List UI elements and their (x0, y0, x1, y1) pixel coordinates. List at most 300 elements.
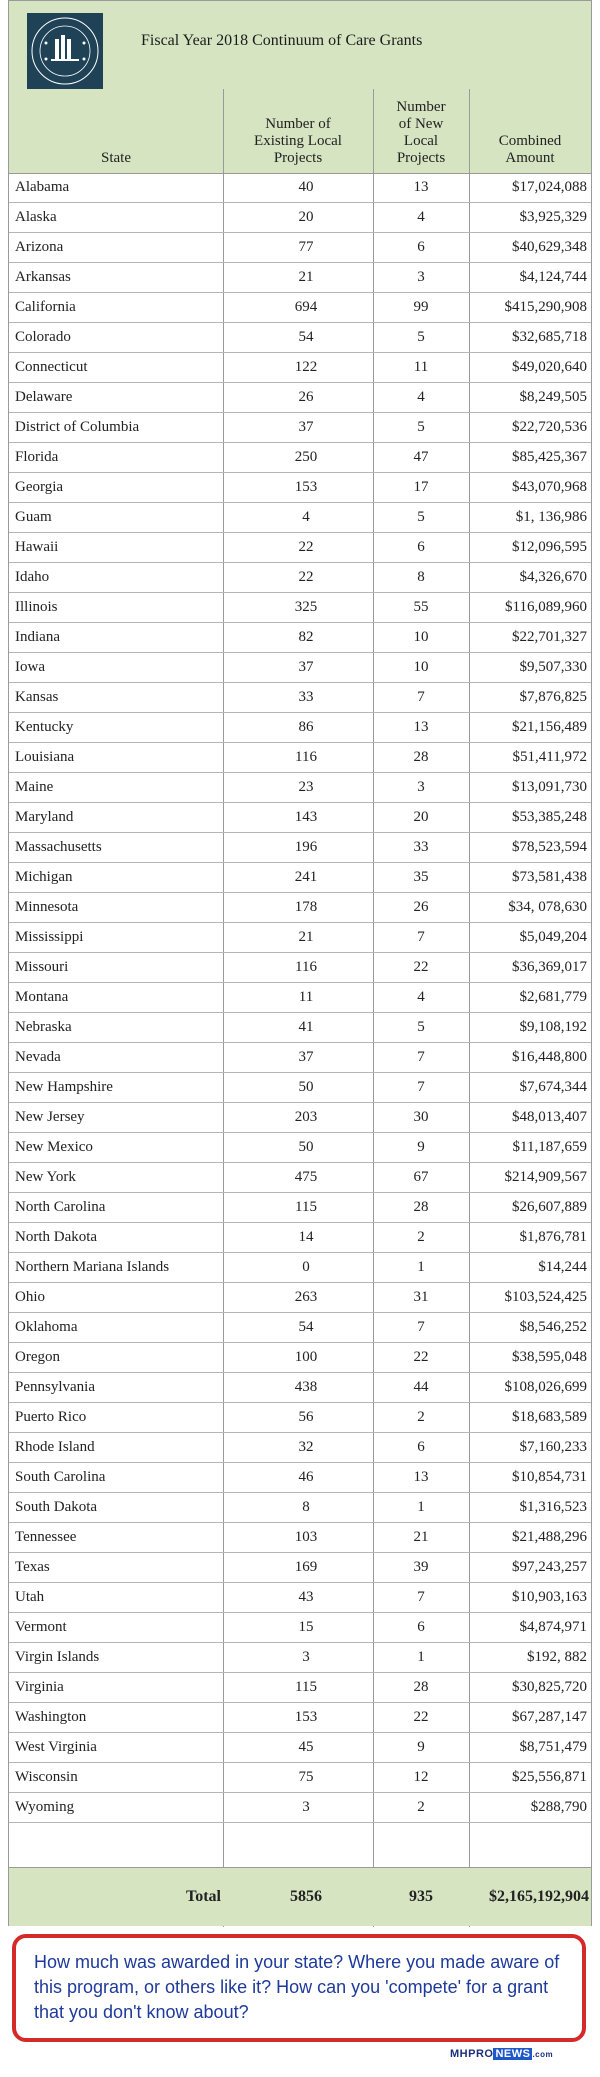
state-cell: North Dakota (15, 1229, 98, 1245)
header-new-line-1: Number (396, 99, 446, 115)
existing-cell: 22 (298, 569, 314, 585)
new-cell: 30 (413, 1109, 429, 1125)
amount-cell: $4,124,744 (519, 269, 587, 285)
amount-cell: $67,287,147 (512, 1709, 587, 1725)
existing-cell: 116 (295, 959, 317, 975)
total-new: 935 (409, 1888, 433, 1905)
amount-cell: $5,049,204 (519, 929, 587, 945)
title-bar (9, 1, 591, 90)
state-cell: Georgia (15, 479, 64, 495)
existing-cell: 21 (298, 269, 314, 285)
state-cell: New York (15, 1169, 76, 1185)
amount-cell: $43,070,968 (512, 479, 587, 495)
existing-cell: 37 (298, 659, 314, 675)
existing-cell: 56 (298, 1409, 314, 1425)
amount-cell: $51,411,972 (512, 749, 587, 765)
existing-cell: 115 (295, 1679, 317, 1695)
amount-cell: $53,385,248 (512, 809, 587, 825)
new-cell: 28 (413, 1679, 429, 1695)
total-row (9, 1867, 591, 1926)
amount-cell: $12,096,595 (512, 539, 587, 555)
state-cell: Pennsylvania (15, 1379, 95, 1395)
new-cell: 1 (417, 1499, 425, 1515)
header-existing-line-2: Existing Local (254, 133, 342, 149)
header-amount-line-2: Amount (505, 150, 555, 166)
table-row (9, 1643, 591, 1673)
header-existing-line-1: Number of (265, 116, 331, 132)
new-cell: 5 (417, 1019, 425, 1035)
state-cell: Maine (15, 779, 54, 795)
table-row (9, 1403, 591, 1433)
amount-cell: $34, 078,630 (508, 899, 587, 915)
new-cell: 7 (417, 929, 425, 945)
existing-cell: 86 (298, 719, 314, 735)
table-row (9, 1433, 591, 1463)
amount-cell: $103,524,425 (504, 1289, 587, 1305)
table-row (9, 233, 591, 263)
table-row (9, 1613, 591, 1643)
existing-cell: 250 (294, 449, 318, 465)
amount-cell: $8,751,479 (519, 1739, 587, 1755)
amount-cell: $214,909,567 (504, 1169, 587, 1185)
table-row (9, 293, 591, 323)
total-amount: $2,165,192,904 (489, 1888, 589, 1905)
state-cell: Montana (15, 989, 69, 1005)
table-row (9, 773, 591, 803)
existing-cell: 26 (298, 389, 314, 405)
amount-cell: $22,701,327 (512, 629, 587, 645)
amount-cell: $21,156,489 (512, 719, 587, 735)
table-row (9, 1283, 591, 1313)
existing-cell: 37 (298, 1049, 314, 1065)
amount-cell: $25,556,871 (512, 1769, 587, 1785)
existing-cell: 4 (302, 509, 310, 525)
header-existing-line-3: Projects (273, 150, 323, 166)
table-row (9, 1133, 591, 1163)
existing-cell: 22 (298, 539, 314, 555)
existing-cell: 116 (295, 749, 317, 765)
total-label: Total (186, 1888, 221, 1905)
table-row (9, 1733, 591, 1763)
state-cell: Tennessee (15, 1529, 77, 1545)
amount-cell: $108,026,699 (504, 1379, 587, 1395)
new-cell: 11 (413, 359, 429, 375)
amount-cell: $1,316,523 (519, 1499, 587, 1515)
table-row (9, 1763, 591, 1793)
state-cell: Ohio (15, 1289, 45, 1305)
table-row (9, 383, 591, 413)
amount-cell: $415,290,908 (504, 299, 587, 315)
amount-cell: $2,681,779 (519, 989, 587, 1005)
state-cell: Louisiana (15, 749, 75, 765)
table-row (9, 803, 591, 833)
existing-cell: 20 (298, 209, 314, 225)
existing-cell: 23 (298, 779, 314, 795)
new-cell: 8 (417, 569, 425, 585)
existing-cell: 3 (302, 1649, 310, 1665)
amount-cell: $9,507,330 (519, 659, 587, 675)
table-row (9, 623, 591, 653)
grants-table (8, 0, 592, 1926)
amount-cell: $13,091,730 (512, 779, 587, 795)
table-row (9, 683, 591, 713)
amount-cell: $38,595,048 (512, 1349, 587, 1365)
new-cell: 5 (417, 329, 425, 345)
new-cell: 21 (413, 1529, 429, 1545)
table-row (9, 1673, 591, 1703)
state-cell: New Jersey (15, 1109, 85, 1125)
state-cell: North Carolina (15, 1199, 106, 1215)
state-cell: Alabama (15, 179, 70, 195)
existing-cell: 43 (298, 1589, 314, 1605)
table-row (9, 983, 591, 1013)
new-cell: 7 (417, 1049, 425, 1065)
table-row (9, 1313, 591, 1343)
amount-cell: $192, 882 (527, 1649, 587, 1665)
existing-cell: 143 (294, 809, 318, 825)
new-cell: 6 (417, 239, 425, 255)
state-cell: Northern Mariana Islands (15, 1259, 170, 1275)
table-row (9, 1013, 591, 1043)
state-cell: Puerto Rico (15, 1409, 87, 1425)
amount-cell: $17,024,088 (512, 179, 587, 195)
state-cell: Wyoming (15, 1799, 75, 1815)
state-cell: Kentucky (15, 719, 74, 735)
table-row (9, 1193, 591, 1223)
table-row (9, 1523, 591, 1553)
amount-cell: $85,425,367 (512, 449, 587, 465)
state-cell: Colorado (15, 329, 71, 345)
new-cell: 2 (417, 1409, 425, 1425)
existing-cell: 325 (294, 599, 318, 615)
new-cell: 4 (417, 989, 425, 1005)
table-row (9, 743, 591, 773)
header-new-line-3: Local (403, 133, 439, 149)
amount-cell: $4,326,670 (519, 569, 587, 585)
new-cell: 13 (413, 719, 429, 735)
existing-cell: 475 (294, 1169, 318, 1185)
table-row (9, 473, 591, 503)
state-cell: Wisconsin (15, 1769, 78, 1785)
existing-cell: 37 (298, 419, 314, 435)
table-row (9, 893, 591, 923)
new-cell: 55 (413, 599, 429, 615)
callout-text: How much was awarded in your state? Where you made aware of this program, or others like it? How can you 'compete' for a grant that you don't know about? (34, 1952, 560, 2022)
amount-cell: $1, 136,986 (515, 509, 587, 525)
new-cell: 44 (413, 1379, 429, 1395)
hud-seal-logo (27, 13, 103, 89)
table-row (9, 1703, 591, 1733)
table-row (9, 503, 591, 533)
header-state: State (101, 150, 131, 166)
header-amount (469, 89, 591, 173)
table-row (9, 413, 591, 443)
total-existing: 5856 (290, 1888, 322, 1905)
state-cell: Utah (15, 1589, 45, 1605)
new-cell: 5 (417, 419, 425, 435)
existing-cell: 178 (294, 899, 318, 915)
header-amount-line-1: Combined (498, 133, 562, 149)
amount-cell: $18,683,589 (512, 1409, 587, 1425)
amount-cell: $7,160,233 (519, 1439, 587, 1455)
existing-cell: 40 (298, 179, 314, 195)
new-cell: 1 (417, 1259, 425, 1275)
amount-cell: $26,607,889 (512, 1199, 587, 1215)
state-cell: Kansas (15, 689, 59, 705)
table-row (9, 593, 591, 623)
new-cell: 39 (413, 1559, 429, 1575)
existing-cell: 169 (294, 1559, 318, 1575)
state-cell: South Carolina (15, 1469, 106, 1485)
state-cell: Illinois (15, 599, 58, 615)
existing-cell: 203 (294, 1109, 318, 1125)
header-new-line-2: of New (398, 116, 444, 132)
existing-cell: 50 (298, 1139, 314, 1155)
new-cell: 4 (417, 209, 425, 225)
table-row (9, 923, 591, 953)
new-cell: 5 (417, 509, 425, 525)
amount-cell: $116,089,960 (505, 599, 587, 615)
new-cell: 26 (413, 899, 429, 915)
table-row (9, 443, 591, 473)
amount-cell: $30,825,720 (512, 1679, 587, 1695)
existing-cell: 46 (298, 1469, 314, 1485)
state-cell: Virginia (15, 1679, 64, 1695)
header-existing (223, 89, 373, 173)
state-cell: Maryland (15, 809, 74, 825)
amount-cell: $49,020,640 (512, 359, 587, 375)
state-cell: Arizona (15, 239, 64, 255)
existing-cell: 241 (294, 869, 318, 885)
state-cell: Oklahoma (15, 1319, 78, 1335)
state-cell: Mississippi (15, 929, 84, 945)
amount-cell: $8,546,252 (519, 1319, 587, 1335)
header-new (373, 89, 469, 173)
table-row (9, 1343, 591, 1373)
new-cell: 28 (413, 1199, 429, 1215)
state-cell: Texas (15, 1559, 50, 1575)
amount-cell: $8,249,505 (519, 389, 587, 405)
callout-box (12, 1934, 586, 2042)
state-cell: Virgin Islands (15, 1649, 100, 1665)
existing-cell: 41 (298, 1019, 314, 1035)
table-row (9, 953, 591, 983)
state-cell: Massachusetts (15, 839, 102, 855)
new-cell: 7 (417, 1589, 425, 1605)
table-row (9, 863, 591, 893)
new-cell: 6 (417, 539, 425, 555)
amount-cell: $7,674,344 (519, 1079, 587, 1095)
new-cell: 7 (417, 689, 425, 705)
brand-footer (440, 2042, 590, 2074)
header-new-line-4: Projects (396, 150, 446, 166)
existing-cell: 82 (298, 629, 314, 645)
existing-cell: 54 (298, 1319, 314, 1335)
existing-cell: 77 (298, 239, 314, 255)
state-cell: Alaska (15, 209, 57, 225)
table-row (9, 713, 591, 743)
new-cell: 17 (413, 479, 429, 495)
state-cell: California (15, 299, 76, 315)
mhpronews-logo: MHPRO NEWS .com (450, 2048, 554, 2060)
new-cell: 6 (417, 1439, 425, 1455)
new-cell: 3 (417, 779, 425, 795)
state-cell: Guam (15, 509, 52, 525)
new-cell: 10 (413, 629, 429, 645)
new-cell: 12 (413, 1769, 429, 1785)
existing-cell: 263 (294, 1289, 318, 1305)
state-cell: Iowa (15, 659, 45, 675)
new-cell: 22 (413, 1709, 429, 1725)
new-cell: 2 (417, 1229, 425, 1245)
existing-cell: 694 (294, 299, 318, 315)
table-row (9, 563, 591, 593)
new-cell: 13 (413, 179, 429, 195)
existing-cell: 3 (302, 1799, 310, 1815)
table-header (9, 89, 591, 174)
table-row (9, 1043, 591, 1073)
hud-seal-icon (27, 13, 103, 89)
table-row (9, 533, 591, 563)
new-cell: 13 (413, 1469, 429, 1485)
existing-cell: 196 (294, 839, 318, 855)
table-row (9, 1583, 591, 1613)
state-cell: Delaware (15, 389, 73, 405)
amount-cell: $14,244 (538, 1259, 587, 1275)
state-cell: Minnesota (15, 899, 79, 915)
amount-cell: $16,448,800 (512, 1049, 587, 1065)
amount-cell: $288,790 (530, 1799, 587, 1815)
new-cell: 47 (413, 449, 429, 465)
existing-cell: 21 (298, 929, 314, 945)
existing-cell: 153 (294, 1709, 318, 1725)
new-cell: 7 (417, 1319, 425, 1335)
state-cell: Nevada (15, 1049, 61, 1065)
table-row (9, 1163, 591, 1193)
state-cell: Idaho (15, 569, 50, 585)
state-cell: Oregon (15, 1349, 60, 1365)
new-cell: 35 (413, 869, 429, 885)
table-row (9, 353, 591, 383)
state-cell: Rhode Island (15, 1439, 95, 1455)
table-row (9, 1103, 591, 1133)
amount-cell: $9,108,192 (519, 1019, 587, 1035)
new-cell: 9 (417, 1739, 425, 1755)
state-cell: New Hampshire (15, 1079, 113, 1095)
amount-cell: $78,523,594 (512, 839, 587, 855)
table-row (9, 173, 591, 203)
new-cell: 4 (417, 389, 425, 405)
new-cell: 6 (417, 1619, 425, 1635)
existing-cell: 75 (298, 1769, 314, 1785)
amount-cell: $3,925,329 (519, 209, 587, 225)
new-cell: 67 (413, 1169, 429, 1185)
state-cell: Hawaii (15, 539, 59, 555)
amount-cell: $10,854,731 (512, 1469, 587, 1485)
amount-cell: $11,187,659 (512, 1139, 587, 1155)
state-cell: West Virginia (15, 1739, 97, 1755)
state-cell: Florida (15, 449, 59, 465)
existing-cell: 0 (302, 1259, 310, 1275)
page-title: Fiscal Year 2018 Continuum of Care Grants (141, 32, 423, 49)
table-row (9, 1373, 591, 1403)
existing-cell: 103 (294, 1529, 318, 1545)
state-cell: South Dakota (15, 1499, 98, 1515)
new-cell: 1 (417, 1649, 425, 1665)
state-cell: New Mexico (15, 1139, 93, 1155)
existing-cell: 14 (298, 1229, 314, 1245)
existing-cell: 15 (298, 1619, 314, 1635)
existing-cell: 33 (298, 689, 314, 705)
existing-cell: 153 (294, 479, 318, 495)
existing-cell: 11 (298, 989, 314, 1005)
new-cell: 3 (417, 269, 425, 285)
table-row (9, 1223, 591, 1253)
state-cell: Nebraska (15, 1019, 72, 1035)
amount-cell: $32,685,718 (512, 329, 587, 345)
amount-cell: $97,243,257 (512, 1559, 587, 1575)
amount-cell: $21,488,296 (512, 1529, 587, 1545)
existing-cell: 122 (294, 359, 318, 375)
new-cell: 9 (417, 1139, 425, 1155)
state-cell: Arkansas (15, 269, 71, 285)
existing-cell: 8 (302, 1499, 310, 1515)
state-cell: Indiana (15, 629, 60, 645)
existing-cell: 54 (298, 329, 314, 345)
table-row (9, 653, 591, 683)
existing-cell: 115 (295, 1199, 317, 1215)
amount-cell: $40,629,348 (512, 239, 587, 255)
amount-cell: $36,369,017 (512, 959, 587, 975)
existing-cell: 438 (294, 1379, 318, 1395)
state-cell: Michigan (15, 869, 73, 885)
amount-cell: $73,581,438 (512, 869, 587, 885)
table-row (9, 263, 591, 293)
new-cell: 10 (413, 659, 429, 675)
existing-cell: 100 (294, 1349, 318, 1365)
table-row (9, 1493, 591, 1523)
state-cell: Vermont (15, 1619, 67, 1635)
new-cell: 99 (413, 299, 429, 315)
table-row (9, 203, 591, 233)
state-cell: Missouri (15, 959, 69, 975)
new-cell: 28 (413, 749, 429, 765)
existing-cell: 45 (298, 1739, 314, 1755)
table-row (9, 1463, 591, 1493)
existing-cell: 32 (298, 1439, 314, 1455)
new-cell: 22 (413, 959, 429, 975)
amount-cell: $10,903,163 (512, 1589, 587, 1605)
existing-cell: 50 (298, 1079, 314, 1095)
amount-cell: $48,013,407 (512, 1109, 587, 1125)
new-cell: 2 (417, 1799, 425, 1815)
new-cell: 31 (413, 1289, 429, 1305)
amount-cell: $4,874,971 (519, 1619, 587, 1635)
new-cell: 20 (413, 809, 429, 825)
new-cell: 33 (413, 839, 429, 855)
state-cell: District of Columbia (15, 419, 140, 435)
state-cell: Connecticut (15, 359, 88, 375)
table-row (9, 323, 591, 353)
new-cell: 22 (413, 1349, 429, 1365)
table-row (9, 833, 591, 863)
state-cell: Washington (15, 1709, 87, 1725)
table-row (9, 1553, 591, 1583)
amount-cell: $7,876,825 (519, 689, 587, 705)
table-row (9, 1793, 591, 1823)
amount-cell: $1,876,781 (519, 1229, 587, 1245)
table-row (9, 1253, 591, 1283)
